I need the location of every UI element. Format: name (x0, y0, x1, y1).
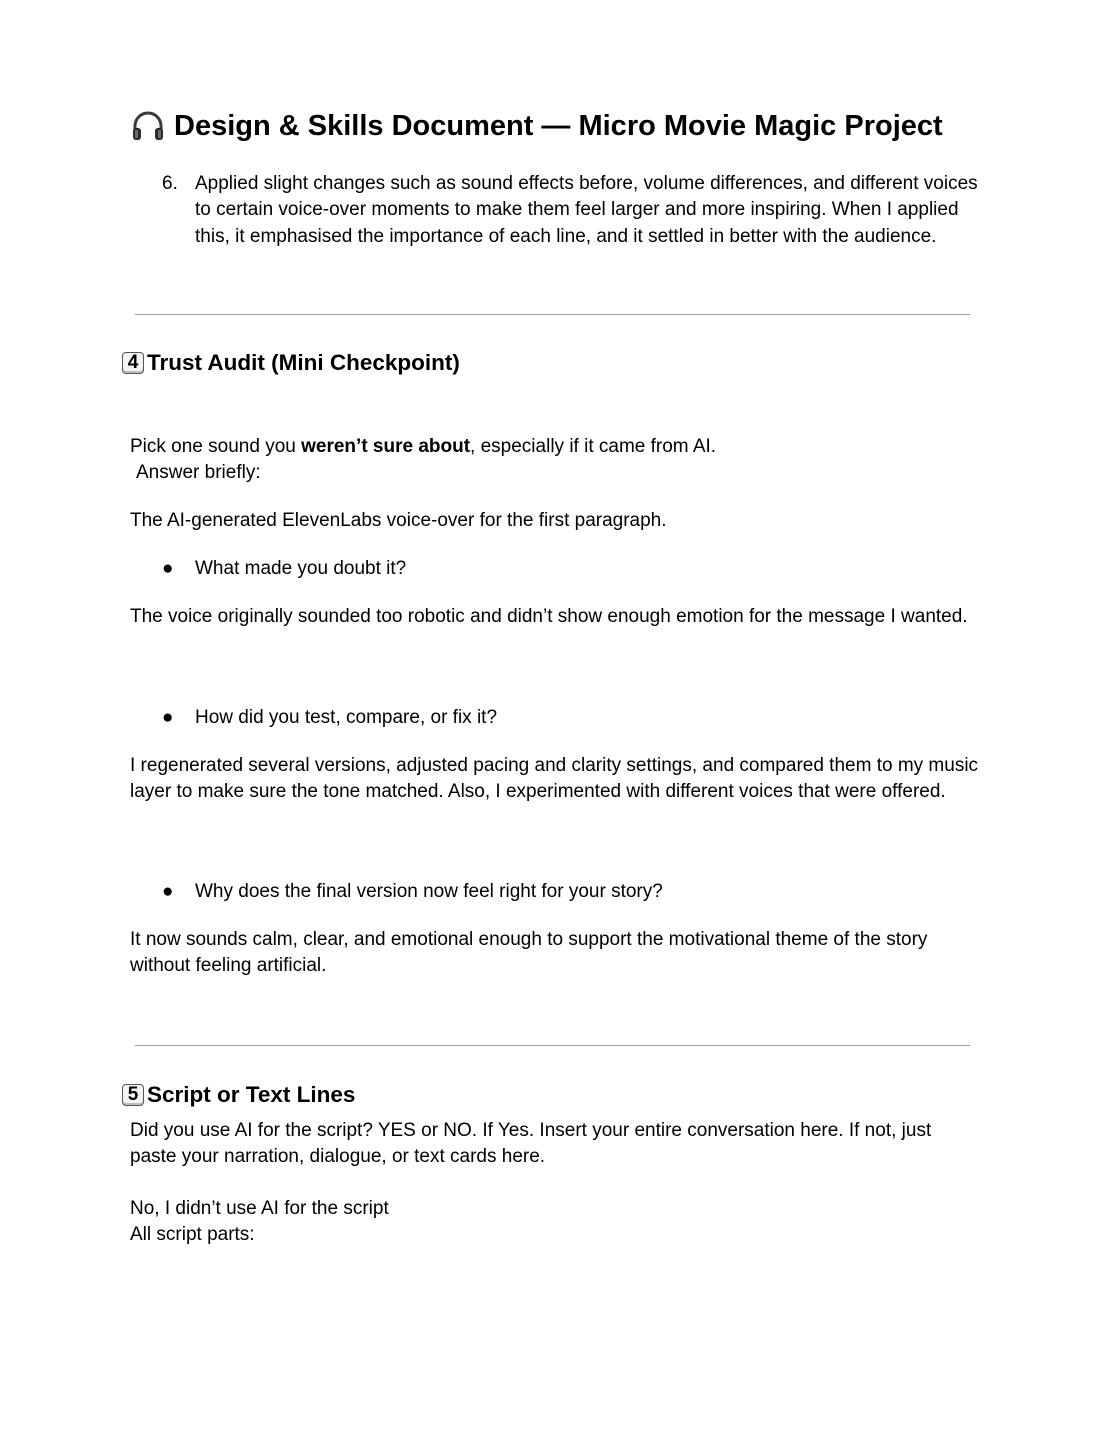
document-title-text: Design & Skills Document — Micro Movie Magic Project (174, 110, 943, 142)
document-title (130, 104, 943, 148)
bullet-icon: ● (162, 558, 174, 579)
intro-text-bold: weren’t sure about (301, 436, 471, 457)
script-answer-line-2: All script parts: (130, 1224, 255, 1246)
section-heading-trust-audit (122, 348, 460, 378)
horizontal-divider (135, 1045, 970, 1046)
headphones-icon (130, 110, 166, 142)
answer-2: I regenerated several versions, adjusted pacing and clarity settings, and compared them to my music layer to make sure the tone matched. Also, I experimented with different voices that were offered. (130, 755, 979, 803)
answer-3: It now sounds calm, clear, and emotional enough to support the motivational theme of the story without feeling artificial. (130, 929, 928, 977)
trust-audit-intro (130, 434, 980, 487)
list-item-text: Applied slight changes such as sound effects before, volume differences, and different voices to certain voice-over moments to make them feel larger and more inspiring. When I applied this, it emphasised the importance of each line, and it settled in better with the audience. (195, 173, 978, 247)
keycap-number-5-icon: 5 (122, 1084, 144, 1106)
script-answer-line-1: No, I didn’t use AI for the script (130, 1198, 389, 1219)
list-number: 6. (162, 173, 178, 194)
bullet-question-1 (162, 556, 406, 582)
question-text: Why does the final version now feel right for your story? (195, 881, 663, 902)
bullet-question-2 (162, 705, 497, 731)
section-heading-script (122, 1080, 355, 1110)
bullet-icon: ● (162, 881, 174, 902)
section-title: Script or Text Lines (147, 1082, 356, 1107)
sound-answer: The AI-generated ElevenLabs voice-over for the first paragraph. (130, 510, 667, 531)
section-title: Trust Audit (Mini Checkpoint) (147, 350, 460, 375)
intro-line-1 (130, 434, 980, 460)
keycap-number-4-icon: 4 (122, 352, 144, 374)
intro-line-2: Answer briefly: (136, 462, 261, 484)
numbered-list-item (162, 171, 982, 250)
question-text: What made you doubt it? (195, 558, 407, 579)
intro-text-end: , especially if it came from AI. (470, 436, 717, 457)
intro-text-start: Pick one sound you (130, 436, 302, 457)
bullet-question-3 (162, 879, 663, 905)
script-prompt: Did you use AI for the script? YES or NO. If Yes. Insert your entire conversation here. If not, just paste your narration, dialogue, or text cards here. (130, 1120, 932, 1168)
bullet-icon: ● (162, 707, 174, 728)
script-answer (130, 1196, 980, 1249)
horizontal-divider (135, 314, 970, 315)
answer-1: The voice originally sounded too robotic and didn’t show enough emotion for the message I wanted. (130, 606, 968, 627)
question-text: How did you test, compare, or fix it? (195, 707, 498, 728)
